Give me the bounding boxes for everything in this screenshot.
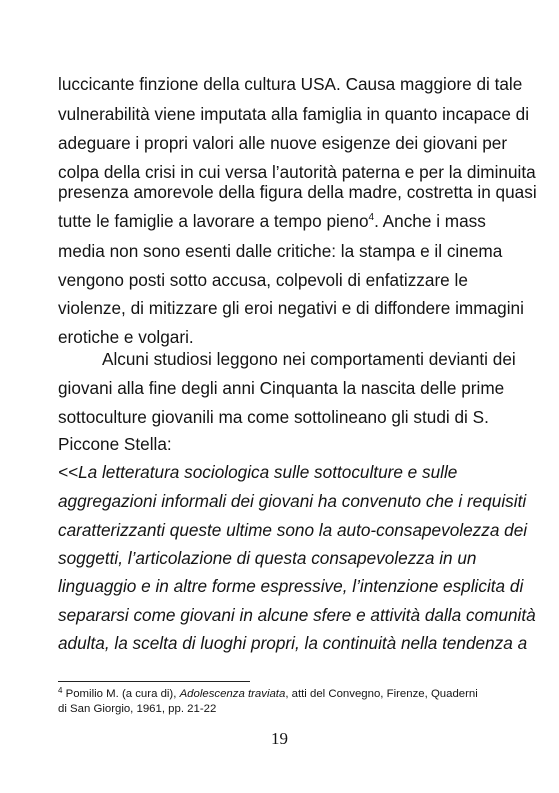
footnote-marker: 4 (58, 686, 63, 695)
footnote-text: Pomilio M. (a cura di), (62, 688, 180, 700)
body-line: sottoculture giovanili ma come sottolineano gli studi di S. (58, 407, 489, 427)
body-line: presenza amorevole della figura della madre, costretta in quasi (58, 182, 537, 202)
body-line: vulnerabilità viene imputata alla famiglia in quanto incapace di (58, 104, 530, 124)
body-line: Piccone Stella: (58, 434, 172, 454)
footnote-title: Adolescenza traviata (179, 688, 286, 700)
body-line-part: . Anche i mass (374, 211, 486, 231)
body-line: vengono posti sotto accusa, colpevoli di enfatizzare le (58, 270, 468, 290)
quote-line: <<La letteratura sociologica sulle sottoculture e sulle (58, 462, 458, 482)
body-line (58, 211, 486, 231)
quote-line: soggetti, l’articolazione di questa consapevolezza in un (58, 548, 477, 568)
body-line-part: tutte le famiglie a lavorare a tempo pieno (58, 211, 369, 231)
body-line: adeguare i propri valori alle nuove esigenze dei giovani per (58, 133, 508, 153)
body-line: luccicante finzione della cultura USA. Causa maggiore di tale (58, 74, 523, 94)
footnote-line (58, 687, 478, 701)
footnote-separator (58, 681, 250, 682)
body-line: media non sono esenti dalle critiche: la stampa e il cinema (58, 241, 503, 261)
quote-line: linguaggio e in altre forme espressive, l’intenzione esplicita di (58, 576, 524, 596)
quote-line: separarsi come giovani in alcune sfere e attività dalla comunità (58, 605, 536, 625)
footnote-line: di San Giorgio, 1961, pp. 21-22 (58, 703, 217, 715)
page-number: 19 (271, 729, 288, 748)
quote-line: aggregazioni informali dei giovani ha convenuto che i requisiti (58, 491, 527, 511)
body-line: erotiche e volgari. (58, 327, 194, 347)
body-line: Alcuni studiosi leggono nei comportamenti devianti dei (102, 349, 516, 369)
body-line: giovani alla fine degli anni Cinquanta la nascita delle prime (58, 378, 505, 398)
body-line: violenze, di mitizzare gli eroi negativi e di diffondere immagini (58, 298, 524, 318)
quote-line: caratterizzanti queste ultime sono la auto-consapevolezza dei (58, 520, 528, 540)
footnote-reference: 4 (368, 212, 375, 223)
footnote-text: , atti del Convegno, Firenze, Quaderni (285, 688, 478, 700)
body-line: colpa della crisi in cui versa l’autorità paterna e per la diminuita (58, 162, 536, 182)
quote-line: adulta, la scelta di luoghi propri, la continuità nella tendenza a (58, 633, 528, 653)
